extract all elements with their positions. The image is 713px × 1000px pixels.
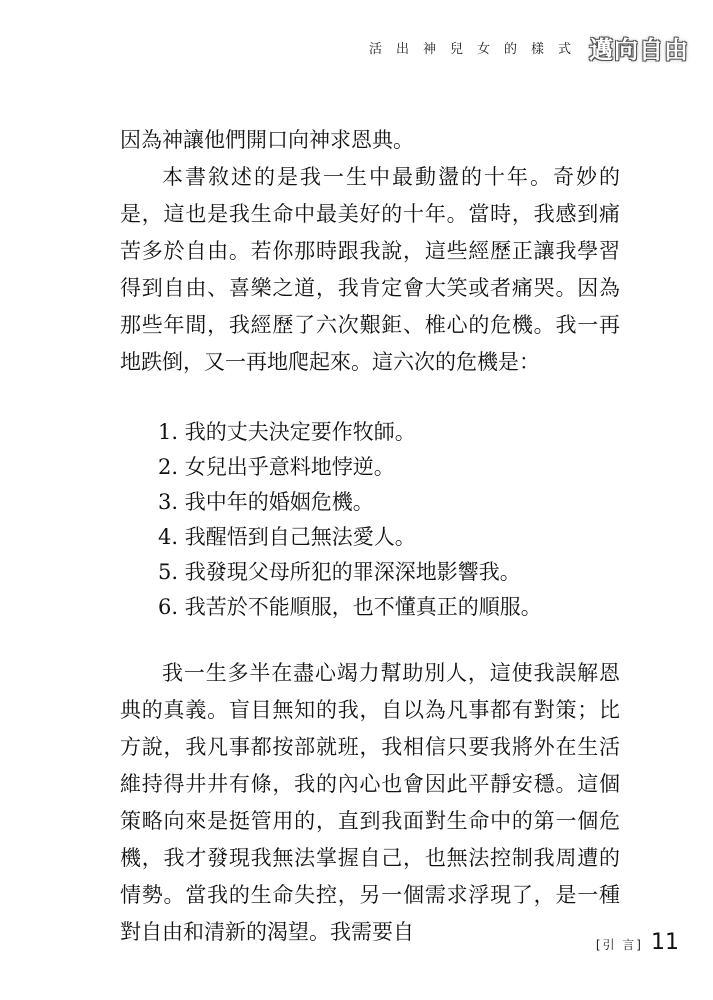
list-item: 6. 我苦於不能順服，也不懂真正的順服。 [158, 595, 542, 619]
running-title: 活出神兒女的樣式 [368, 41, 585, 57]
paragraph-1: 因為神讓他們開口向神求恩典。 [120, 128, 414, 152]
running-header [369, 30, 689, 64]
book-title-logo: 邁向自由 [589, 34, 689, 64]
list-item: 3. 我中年的婚姻危機。 [158, 490, 374, 514]
page-body [120, 122, 620, 951]
paragraph-2: 本書敘述的是我一生中最動盪的十年。奇妙的是，這也是我生命中最美好的十年。當時，我感到痛苦多於自由。若你那時跟我說，這些經歷正讓我學習得到自由、喜樂之道，我肯定會大笑或者痛哭。因為那些年間，我經歷了六次艱鉅、椎心的危機。我一再地跌倒，又一再地爬起來。這六次的危機是： [120, 165, 620, 374]
section-label: [引 言] [595, 938, 643, 952]
page-number: 11 [651, 930, 679, 955]
page-footer [596, 930, 679, 955]
crisis-list [158, 415, 620, 625]
list-item: 1. 我的丈夫決定要作牧師。 [158, 420, 416, 444]
list-item: 4. 我醒悟到自己無法愛人。 [158, 525, 416, 549]
list-item: 2. 女兒出乎意料地悖逆。 [158, 455, 395, 479]
paragraph-3: 我一生多半在盡心竭力幫助別人，這使我誤解恩典的真義。盲目無知的我，自以為凡事都有對策；比方說，我凡事都按部就班，我相信只要我將外在生活維持得井井有條，我的內心也會因此平靜安穩。這個策略向來是挺管用的，直到我面對生命中的第一個危機，我才發現我無法掌握自己，也無法控制我周遭的情勢。當我的生命失控，另一個需求浮現了，是一種對自由和清新的渴望。我需要自 [120, 661, 620, 944]
list-item: 5. 我發現父母所犯的罪深深地影響我。 [158, 560, 521, 584]
